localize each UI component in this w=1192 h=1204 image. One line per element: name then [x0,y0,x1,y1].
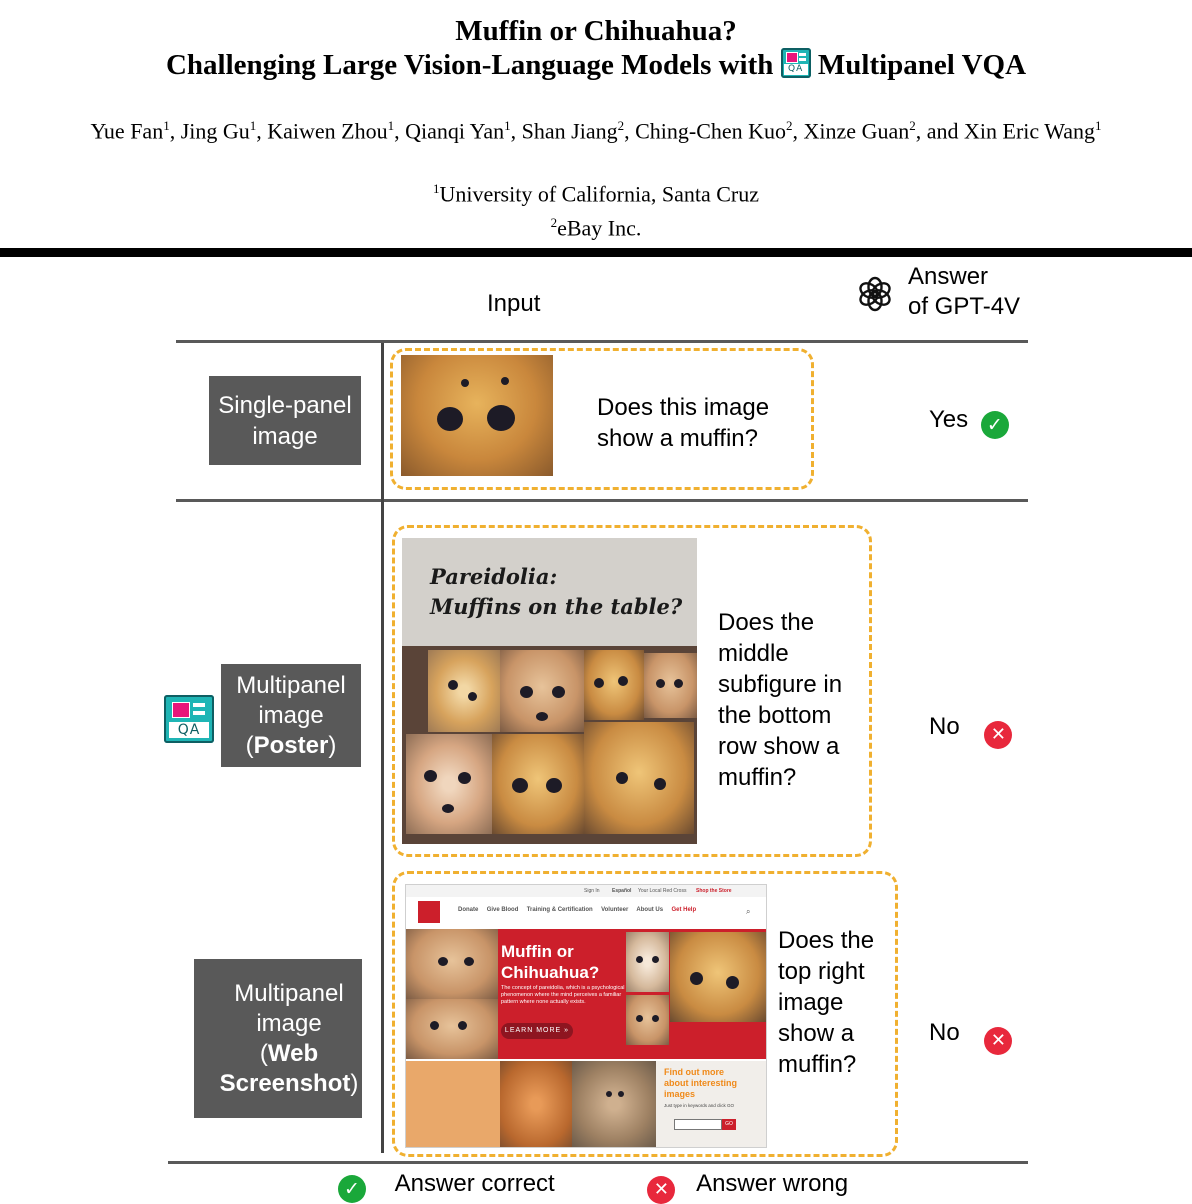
web-hero-title: Muffin or Chihuahua? [501,942,600,982]
author: Shan Jiang [521,118,618,144]
row-label-line: (Poster) [245,731,337,759]
row-label-single-panel [209,376,361,465]
answer-text: Yes [929,406,969,433]
column-header-input: Input [487,290,541,317]
multipanel-vqa-logo-icon: QA [781,48,811,78]
author: Ching-Chen Kuo [635,118,787,144]
title-line-2 [0,48,1192,82]
author: Qianqi Yan [405,118,505,144]
row-label-poster [221,664,361,767]
web-chihuahua-tile [572,1061,656,1147]
author: Xin Eric Wang [964,118,1096,144]
author-affiliation: 2 [786,118,793,133]
author-affiliation: 1 [1095,118,1102,133]
row-label-line: image [258,701,324,729]
web-pumpkin-tile [500,1061,572,1147]
web-top-link: Shop the Store [696,888,732,894]
web-nav-item: Get Help [671,907,697,913]
poster-chihuahua-tile [500,650,584,732]
web-screenshot-image [405,884,767,1148]
author-connector: and [926,118,959,144]
author-affiliation: 1 [249,118,257,133]
web-nav-item: Give Blood [486,907,519,913]
row-label-line: image [256,1009,322,1037]
column-header-answer [908,262,1020,322]
author: Jing Gu [180,118,250,144]
affiliation: $^1$University of California, Santa Cruz [432,181,760,207]
row-label-line: Screenshot) [219,1069,359,1097]
row-label-line: (Web [259,1039,319,1067]
web-nav-item: Training & Certification [526,907,593,913]
row-label-line: Multipanel [236,671,346,699]
web-learn-more-button[interactable]: LEARN MORE » [501,1023,573,1039]
check-circle-icon: ✓ [981,411,1009,439]
check-circle-icon: ✓ [338,1175,366,1203]
author: Yue Fan [90,118,164,144]
title-line-1: Muffin or Chihuahua? [455,15,737,47]
poster-muffin-tile [584,722,694,834]
poster-muffin-tile-bottom-middle [492,734,584,834]
web-muffin-tile [670,932,766,1022]
answer-text: No [929,713,960,740]
web-hero-text: The concept of pareidolia, which is a psychological phenomenon where the mind perceives a familiar pattern where none actually exists. [501,985,625,1005]
web-nav-item: About Us [636,907,664,913]
title-line-2-prefix: Challenging Large Vision-Language Models with [165,49,774,81]
poster-chihuahua-tile [406,734,492,834]
web-find-more-title: Find out more about interesting images [664,1067,738,1099]
web-chihuahua-tile [626,932,669,992]
web-top-link: Español [612,888,632,894]
author: Kaiwen Zhou [267,118,388,144]
web-top-bar [406,885,766,897]
question-text: Does this image show a muffin? [597,394,770,452]
x-circle-icon: ✕ [984,721,1012,749]
web-nav-item: Donate [458,907,479,913]
author-affiliation: 2 [617,118,625,133]
row-label-line: image [252,422,318,450]
web-chihuahua-tile [626,995,669,1045]
poster-muffin-tile [584,650,644,720]
web-search-icon: ⌕ [746,907,751,916]
author-affiliation: 1 [504,118,511,133]
title-line-2-suffix: Multipanel VQA [817,49,1027,81]
web-top-link: Sign In [584,888,600,894]
answer-cell [929,406,1009,439]
x-circle-icon: ✕ [984,1027,1012,1055]
web-find-hint: Just type in keywords and click GO [664,1103,735,1108]
multipanel-vqa-logo-icon: QA [164,695,214,743]
web-logo-icon [418,901,440,923]
author-affiliation: 1 [387,118,395,133]
table-rule-middle [176,499,1028,502]
table-rule-top [176,340,1028,343]
poster-muffin-tile [644,653,697,718]
legend-correct-label: Answer correct [394,1170,555,1197]
muffin-image [401,355,553,476]
author-affiliation: 1 [163,118,170,133]
author-list: Yue Fan$^1$, Jing Gu$^1$, Kaiwen Zhou$^1$, Qianqi Yan$^1$, Shan Jiang$^2$, Ching-Chen Kuo$^2$, Xinze Guan$^2$, and Xin Eric Wang$^1$ [90,118,1102,144]
question-text: Does the top right image show a muffin? [778,927,875,1078]
author: Xinze Guan [803,118,910,144]
affiliations [0,174,1192,243]
web-food-tile [406,1061,500,1147]
web-top-link: Your Local Red Cross [638,888,687,894]
table-column-divider [381,343,384,1153]
legend-wrong-label: Answer wrong [696,1170,849,1197]
column-header-answer-line-2: of GPT-4V [908,293,1021,320]
web-nav-item: Volunteer [601,907,629,913]
affiliation: $^2$eBay Inc. [550,215,642,241]
web-chihuahua-tile [406,999,498,1059]
x-circle-icon: ✕ [647,1176,675,1204]
poster-title: Pareidolia: Muffins on the table? [430,564,683,619]
web-go-button[interactable]: GO [722,1119,736,1130]
web-nav [458,907,696,913]
row-label-line: Multipanel [234,979,344,1007]
column-header-answer-line-1: Answer [908,263,989,290]
row-label-web-screenshot [194,959,362,1118]
paper-title [0,14,1192,82]
answer-text: No [929,1019,960,1046]
row-label-line: Single-panel [218,391,352,419]
poster-image [402,538,697,844]
poster-muffin-tile [428,650,500,732]
answer-cell [929,1019,1012,1055]
author-affiliation: 2 [909,118,916,133]
question-text: Does the middle subfigure in the bottom row show a muffin? [718,609,843,791]
answer-cell [929,713,1012,749]
web-chihuahua-tile [406,929,498,999]
legend [338,1170,848,1204]
table-rule-bottom [168,1161,1028,1164]
header-rule [0,248,1192,257]
web-search-input[interactable] [674,1119,722,1130]
openai-logo-icon [857,276,893,312]
